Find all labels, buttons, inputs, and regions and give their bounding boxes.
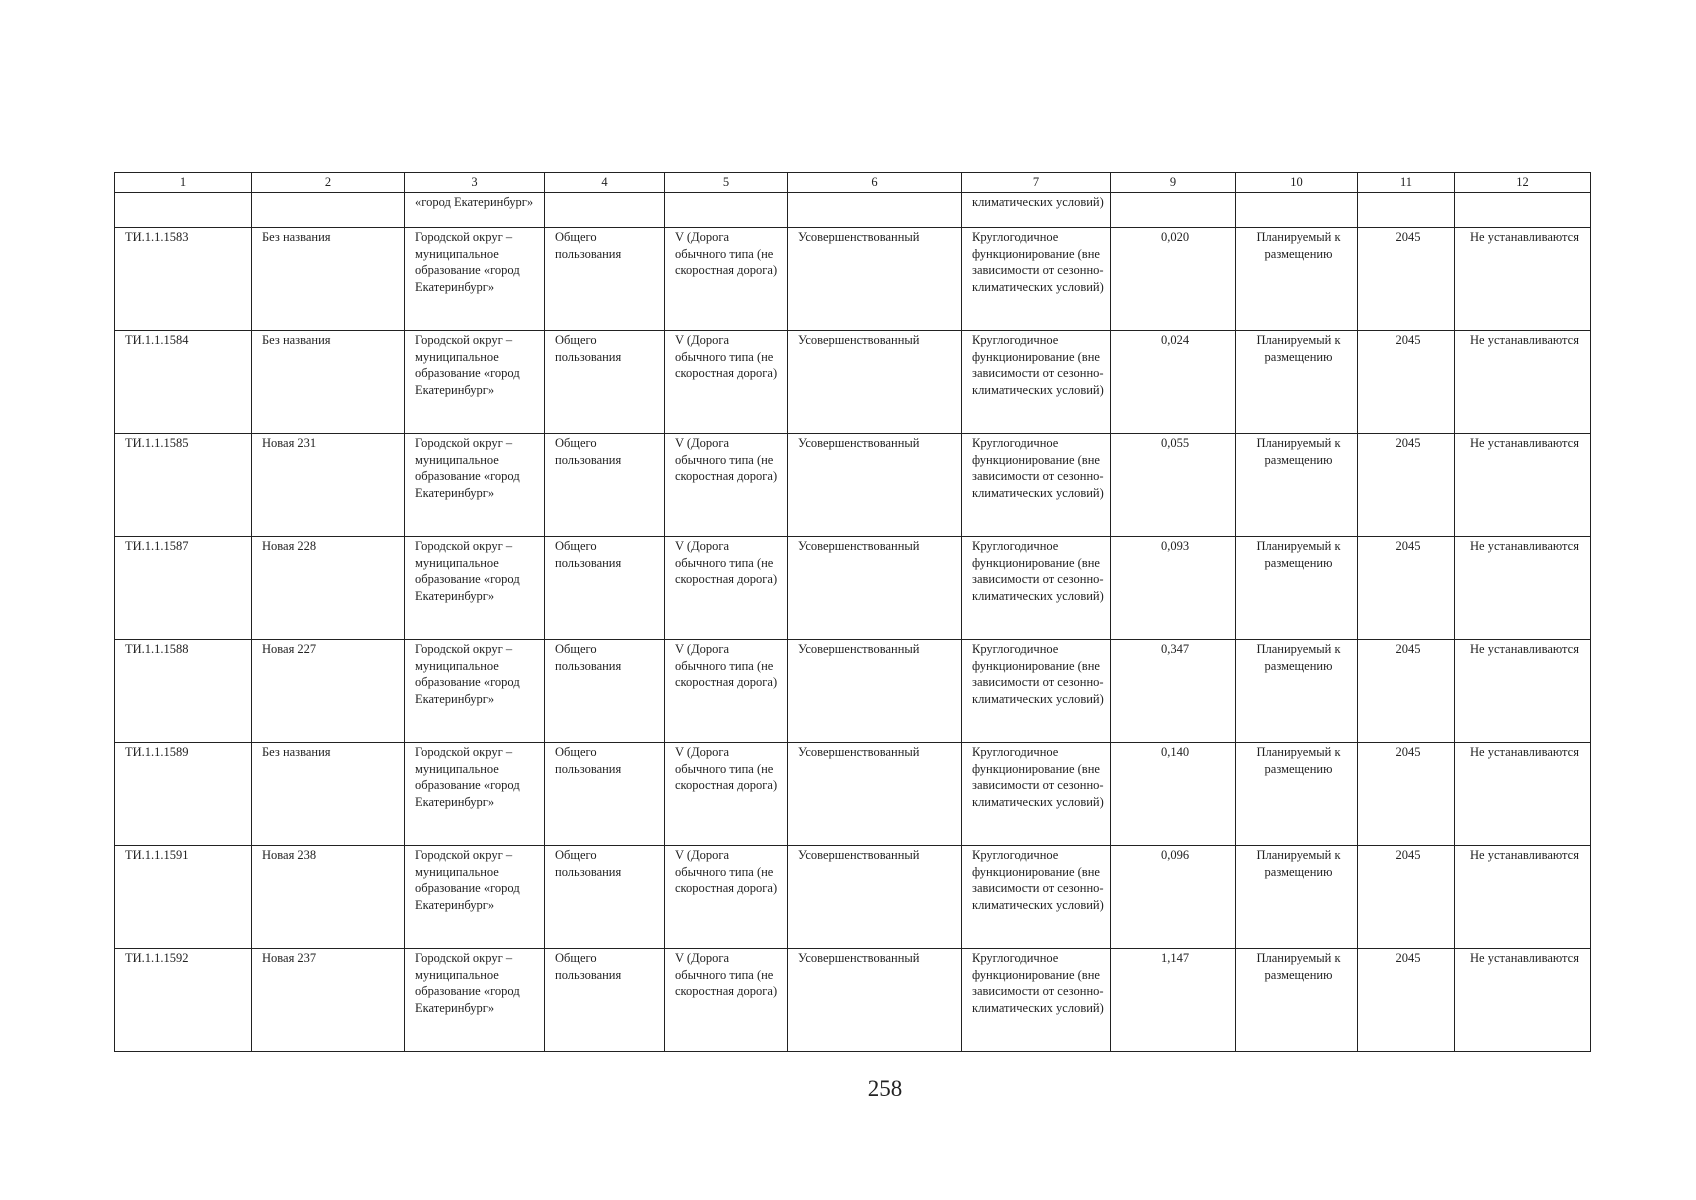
table-cell bbox=[1236, 193, 1358, 228]
column-header: 3 bbox=[405, 173, 545, 193]
operation-mode-cell: Круглогодичное функционирование (вне зависимости от сезонно-климатических условий) bbox=[962, 640, 1111, 743]
length-cell: 0,096 bbox=[1111, 846, 1236, 949]
category-cell: V (Дорога обычного типа (не скоростная дорога) bbox=[665, 640, 788, 743]
year-cell: 2045 bbox=[1358, 949, 1455, 1052]
category-cell: V (Дорога обычного типа (не скоростная дорога) bbox=[665, 846, 788, 949]
table-row bbox=[115, 949, 1591, 1052]
operation-mode-cell: Круглогодичное функционирование (вне зависимости от сезонно-климатических условий) bbox=[962, 846, 1111, 949]
road-name-cell: Новая 237 bbox=[252, 949, 405, 1052]
location-cell: Городской округ – муниципальное образование «город Екатеринбург» bbox=[405, 949, 545, 1052]
operation-mode-cell: Круглогодичное функционирование (вне зависимости от сезонно-климатических условий) bbox=[962, 949, 1111, 1052]
category-cell: V (Дорога обычного типа (не скоростная дорога) bbox=[665, 331, 788, 434]
surface-type-cell: Усовершенствованный bbox=[788, 228, 962, 331]
status-cell: Планируемый к размещению bbox=[1236, 949, 1358, 1052]
year-cell: 2045 bbox=[1358, 846, 1455, 949]
status-cell: Планируемый к размещению bbox=[1236, 846, 1358, 949]
zone-cell: Не устанавливаются bbox=[1455, 228, 1591, 331]
column-header: 6 bbox=[788, 173, 962, 193]
category-cell: V (Дорога обычного типа (не скоростная дорога) bbox=[665, 949, 788, 1052]
column-header: 7 bbox=[962, 173, 1111, 193]
status-cell: Планируемый к размещению bbox=[1236, 743, 1358, 846]
length-cell: 0,347 bbox=[1111, 640, 1236, 743]
length-cell: 0,024 bbox=[1111, 331, 1236, 434]
row-id-cell: ТИ.1.1.1584 bbox=[115, 331, 252, 434]
column-header: 10 bbox=[1236, 173, 1358, 193]
row-id-cell: ТИ.1.1.1589 bbox=[115, 743, 252, 846]
row-id-cell: ТИ.1.1.1588 bbox=[115, 640, 252, 743]
road-name-cell: Новая 228 bbox=[252, 537, 405, 640]
column-header: 1 bbox=[115, 173, 252, 193]
surface-type-cell: Усовершенствованный bbox=[788, 640, 962, 743]
table-cell bbox=[1358, 193, 1455, 228]
purpose-cell: Общего пользования bbox=[545, 537, 665, 640]
year-cell: 2045 bbox=[1358, 228, 1455, 331]
row-id-cell: ТИ.1.1.1583 bbox=[115, 228, 252, 331]
table-cell bbox=[788, 193, 962, 228]
table-row bbox=[115, 331, 1591, 434]
road-registry-table bbox=[114, 172, 1591, 1052]
purpose-cell: Общего пользования bbox=[545, 228, 665, 331]
table-row bbox=[115, 846, 1591, 949]
row-id-cell: ТИ.1.1.1592 bbox=[115, 949, 252, 1052]
status-cell: Планируемый к размещению bbox=[1236, 640, 1358, 743]
category-cell: V (Дорога обычного типа (не скоростная дорога) bbox=[665, 434, 788, 537]
header-row bbox=[115, 173, 1591, 193]
purpose-cell: Общего пользования bbox=[545, 743, 665, 846]
page-number: 258 bbox=[867, 1076, 903, 1101]
length-cell: 0,140 bbox=[1111, 743, 1236, 846]
operation-mode-cell: Круглогодичное функционирование (вне зависимости от сезонно-климатических условий) bbox=[962, 743, 1111, 846]
zone-cell: Не устанавливаются bbox=[1455, 640, 1591, 743]
year-cell: 2045 bbox=[1358, 331, 1455, 434]
surface-type-cell: Усовершенствованный bbox=[788, 743, 962, 846]
road-name-cell: Новая 231 bbox=[252, 434, 405, 537]
location-cell: Городской округ – муниципальное образование «город Екатеринбург» bbox=[405, 331, 545, 434]
road-name-cell: Новая 238 bbox=[252, 846, 405, 949]
row-id-cell: ТИ.1.1.1585 bbox=[115, 434, 252, 537]
table-row bbox=[115, 434, 1591, 537]
zone-cell: Не устанавливаются bbox=[1455, 949, 1591, 1052]
operation-mode-cell: Круглогодичное функционирование (вне зависимости от сезонно-климатических условий) bbox=[962, 537, 1111, 640]
location-cell: Городской округ – муниципальное образование «город Екатеринбург» bbox=[405, 846, 545, 949]
zone-cell: Не устанавливаются bbox=[1455, 846, 1591, 949]
table-row bbox=[115, 228, 1591, 331]
column-header: 11 bbox=[1358, 173, 1455, 193]
category-cell: V (Дорога обычного типа (не скоростная дорога) bbox=[665, 743, 788, 846]
status-cell: Планируемый к размещению bbox=[1236, 537, 1358, 640]
table-cell bbox=[115, 193, 252, 228]
length-cell: 1,147 bbox=[1111, 949, 1236, 1052]
status-cell: Планируемый к размещению bbox=[1236, 434, 1358, 537]
length-cell: 0,055 bbox=[1111, 434, 1236, 537]
table-cell bbox=[545, 193, 665, 228]
purpose-cell: Общего пользования bbox=[545, 640, 665, 743]
zone-cell: Не устанавливаются bbox=[1455, 537, 1591, 640]
column-header: 4 bbox=[545, 173, 665, 193]
operation-mode-cell: Круглогодичное функционирование (вне зависимости от сезонно-климатических условий) bbox=[962, 331, 1111, 434]
road-name-cell: Без названия bbox=[252, 743, 405, 846]
category-cell: V (Дорога обычного типа (не скоростная дорога) bbox=[665, 228, 788, 331]
column-header: 9 bbox=[1111, 173, 1236, 193]
surface-type-cell: Усовершенствованный bbox=[788, 846, 962, 949]
year-cell: 2045 bbox=[1358, 434, 1455, 537]
year-cell: 2045 bbox=[1358, 640, 1455, 743]
surface-type-cell: Усовершенствованный bbox=[788, 537, 962, 640]
length-cell: 0,093 bbox=[1111, 537, 1236, 640]
table-cell bbox=[1455, 193, 1591, 228]
table-cell bbox=[252, 193, 405, 228]
operation-mode-cell: Круглогодичное функционирование (вне зависимости от сезонно-климатических условий) bbox=[962, 434, 1111, 537]
location-cell: Городской округ – муниципальное образование «город Екатеринбург» bbox=[405, 434, 545, 537]
purpose-cell: Общего пользования bbox=[545, 331, 665, 434]
road-name-cell: Без названия bbox=[252, 228, 405, 331]
status-cell: Планируемый к размещению bbox=[1236, 331, 1358, 434]
road-name-cell: Без названия bbox=[252, 331, 405, 434]
zone-cell: Не устанавливаются bbox=[1455, 331, 1591, 434]
surface-type-cell: Усовершенствованный bbox=[788, 331, 962, 434]
purpose-cell: Общего пользования bbox=[545, 846, 665, 949]
table-cell bbox=[665, 193, 788, 228]
table-cell: «город Екатеринбург» bbox=[405, 193, 545, 228]
surface-type-cell: Усовершенствованный bbox=[788, 434, 962, 537]
zone-cell: Не устанавливаются bbox=[1455, 743, 1591, 846]
operation-mode-cell: Круглогодичное функционирование (вне зависимости от сезонно-климатических условий) bbox=[962, 228, 1111, 331]
table-cell bbox=[1111, 193, 1236, 228]
table-row bbox=[115, 743, 1591, 846]
year-cell: 2045 bbox=[1358, 537, 1455, 640]
purpose-cell: Общего пользования bbox=[545, 434, 665, 537]
column-header: 2 bbox=[252, 173, 405, 193]
column-header: 5 bbox=[665, 173, 788, 193]
column-header: 12 bbox=[1455, 173, 1591, 193]
category-cell: V (Дорога обычного типа (не скоростная дорога) bbox=[665, 537, 788, 640]
table-cell: климатических условий) bbox=[962, 193, 1111, 228]
location-cell: Городской округ – муниципальное образование «город Екатеринбург» bbox=[405, 743, 545, 846]
purpose-cell: Общего пользования bbox=[545, 949, 665, 1052]
row-id-cell: ТИ.1.1.1591 bbox=[115, 846, 252, 949]
length-cell: 0,020 bbox=[1111, 228, 1236, 331]
surface-type-cell: Усовершенствованный bbox=[788, 949, 962, 1052]
location-cell: Городской округ – муниципальное образование «город Екатеринбург» bbox=[405, 228, 545, 331]
row-id-cell: ТИ.1.1.1587 bbox=[115, 537, 252, 640]
zone-cell: Не устанавливаются bbox=[1455, 434, 1591, 537]
table-row bbox=[115, 537, 1591, 640]
road-name-cell: Новая 227 bbox=[252, 640, 405, 743]
table-row bbox=[115, 640, 1591, 743]
location-cell: Городской округ – муниципальное образование «город Екатеринбург» bbox=[405, 640, 545, 743]
status-cell: Планируемый к размещению bbox=[1236, 228, 1358, 331]
continuation-row bbox=[115, 193, 1591, 228]
location-cell: Городской округ – муниципальное образование «город Екатеринбург» bbox=[405, 537, 545, 640]
year-cell: 2045 bbox=[1358, 743, 1455, 846]
